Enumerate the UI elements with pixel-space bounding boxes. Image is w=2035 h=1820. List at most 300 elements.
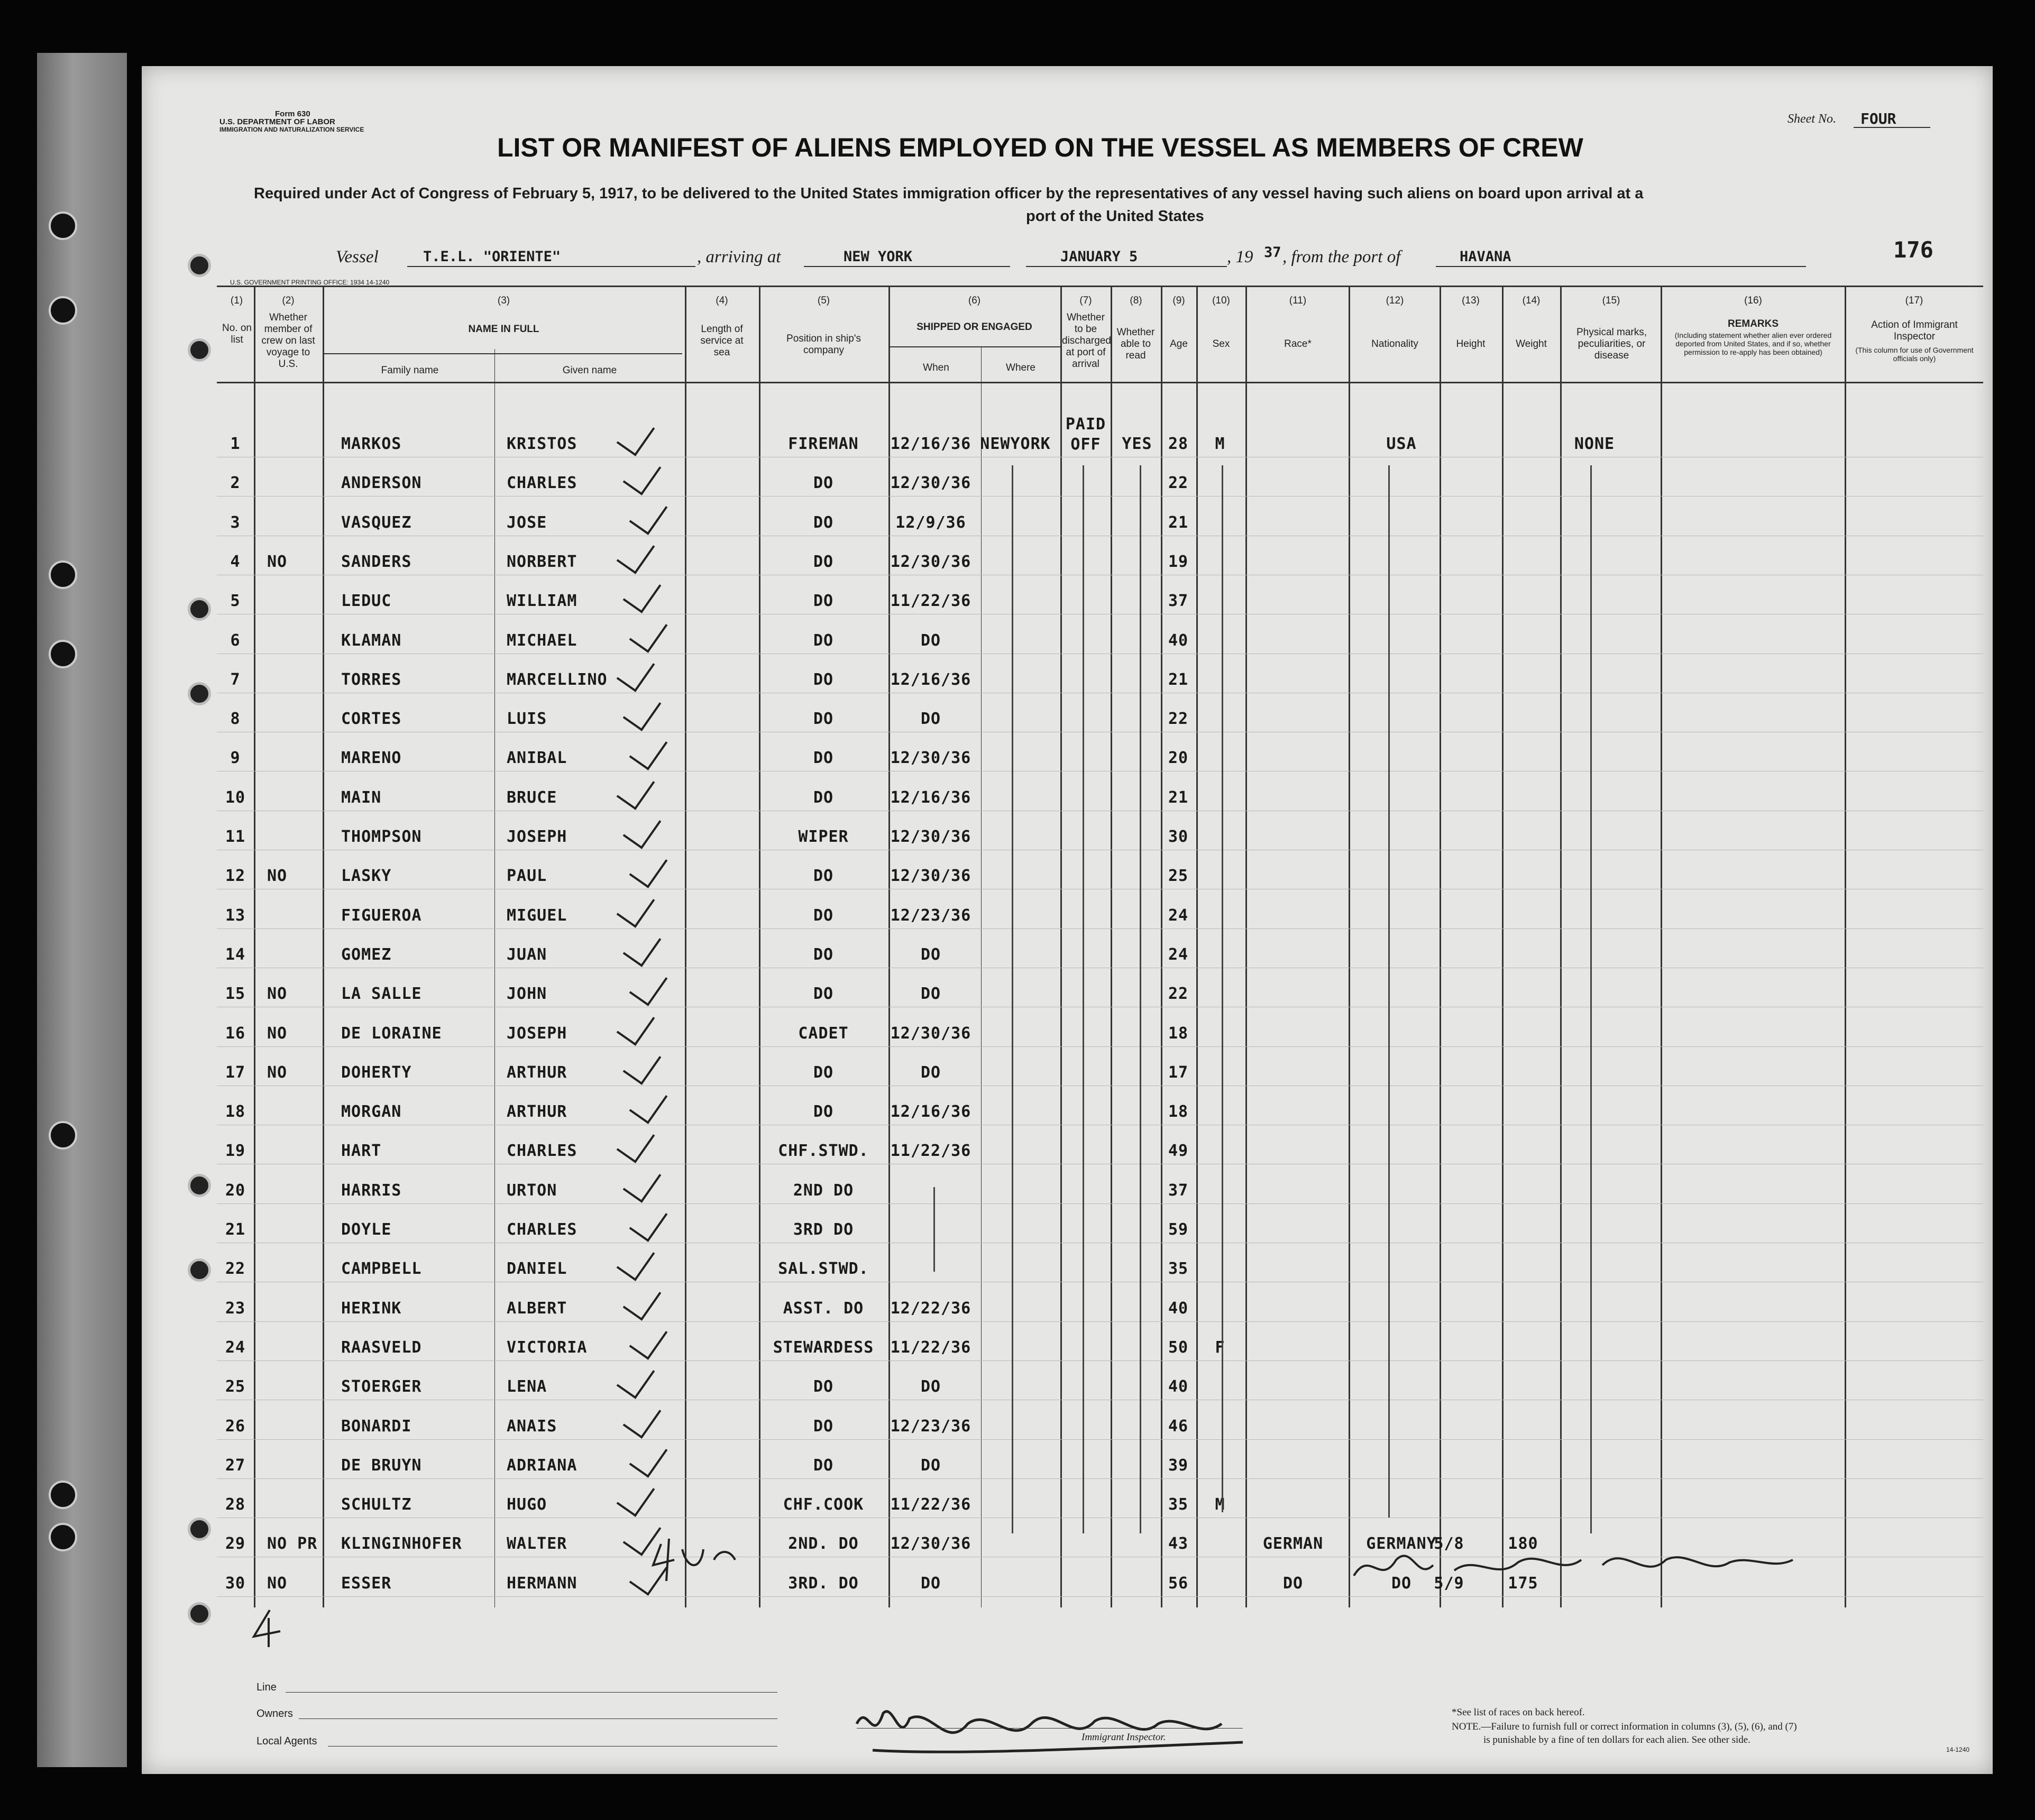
col-13-num: (13) (1462, 295, 1480, 306)
arriving-underline (804, 266, 1010, 267)
punch-hole (188, 1518, 211, 1541)
position-cell: 2ND DO (793, 1181, 854, 1200)
given-name-cell: ARTHUR (507, 1063, 567, 1082)
age-cell: 56 (1168, 1574, 1189, 1593)
ditto-marks-line (1590, 465, 1592, 1533)
shipped-when-cell: DO (920, 1063, 941, 1082)
given-name-cell: VICTORIA (507, 1338, 588, 1357)
row-number: 12 (225, 867, 246, 885)
shipped-when-cell: 12/30/36 (890, 749, 971, 767)
age-cell: 59 (1168, 1220, 1189, 1239)
col-3-num: (3) (497, 295, 510, 306)
name-subheader-line (323, 353, 682, 354)
age-cell: 28 (1168, 435, 1189, 453)
row-number: 18 (225, 1102, 246, 1121)
position-cell: DO (813, 1102, 834, 1121)
handwritten-remark-signature (1349, 1533, 1798, 1597)
inspector-label: Immigrant Inspector. (1081, 1732, 1166, 1743)
position-cell: SAL.STWD. (778, 1260, 869, 1278)
age-cell: 25 (1168, 867, 1189, 885)
shipped-when-cell: 12/30/36 (890, 867, 971, 885)
col-5-num: (5) (817, 295, 830, 306)
given-name-cell: MIGUEL (507, 906, 567, 925)
col-divider (1060, 286, 1062, 1607)
given-name-cell: URTON (507, 1181, 557, 1200)
family-name-cell: KLINGINHOFER (341, 1534, 462, 1553)
age-cell: 18 (1168, 1024, 1189, 1043)
row-number: 2 (230, 474, 241, 492)
punch-hole (188, 338, 211, 362)
col-8-header: Whether able to read (1116, 327, 1155, 361)
position-cell: DO (813, 631, 834, 650)
binding-hole (49, 1121, 77, 1150)
given-name-cell: CHARLES (507, 474, 578, 492)
col-10-num: (10) (1212, 295, 1230, 306)
row-number: 20 (225, 1181, 246, 1200)
row-number: 10 (225, 788, 246, 807)
sex-cell: F (1215, 1338, 1225, 1357)
given-name-cell: WALTER (507, 1534, 567, 1553)
row-rule (217, 1439, 1983, 1440)
col-16-num: (16) (1744, 295, 1762, 306)
vessel-underline (407, 266, 695, 267)
row-rule (217, 1046, 1983, 1047)
age-cell: 18 (1168, 1102, 1189, 1121)
shipped-when-cell: 12/30/36 (890, 553, 971, 571)
shipped-subheader-line (888, 346, 1060, 347)
sheet-underline (1854, 127, 1930, 128)
ditto-where-line (1012, 465, 1013, 1533)
inspector-signature (851, 1692, 1253, 1761)
col-14-header: Weight (1516, 338, 1547, 350)
given-name-cell: MICHAEL (507, 631, 578, 650)
sex-cell: M (1215, 1495, 1225, 1514)
position-cell: DO (813, 1456, 834, 1475)
page-title: LIST OR MANIFEST OF ALIENS EMPLOYED ON THE VESSEL AS MEMBERS OF CREW (497, 133, 1583, 162)
shipped-when-cell: 12/30/36 (890, 828, 971, 846)
age-cell: 21 (1168, 788, 1189, 807)
prev-voyage-cell: NO PR (267, 1534, 318, 1553)
family-name-cell: TORRES (341, 670, 402, 689)
family-name-cell: LASKY (341, 867, 392, 885)
prev-voyage-cell: NO (267, 1024, 288, 1043)
shipped-when-cell: DO (920, 985, 941, 1003)
from-value: HAVANA (1460, 249, 1511, 265)
col-divider (1245, 286, 1247, 1607)
ditto-when-line (933, 1187, 935, 1272)
row-number: 27 (225, 1456, 246, 1475)
row-rule (217, 1478, 1983, 1479)
col-17-subheader: (This column for use of Government officials only) (1855, 346, 1974, 363)
position-cell: DO (813, 945, 834, 964)
department: U.S. DEPARTMENT OF LABOR (219, 117, 335, 126)
prev-voyage-cell: NO (267, 985, 288, 1003)
nationality-cell: GERMANY (1366, 1534, 1437, 1553)
shipped-when-cell: DO (920, 1574, 941, 1593)
col-divider (1661, 286, 1662, 1607)
from-label: , from the port of (1282, 247, 1401, 266)
ditto-discharge-line (1083, 465, 1084, 1533)
line-label: Line (256, 1681, 277, 1693)
race-cell: GERMAN (1262, 1534, 1324, 1553)
local-agents-label: Local Agents (256, 1735, 317, 1747)
col-6-header: SHIPPED OR ENGAGED (916, 321, 1032, 333)
age-cell: 21 (1168, 670, 1189, 689)
nationality-cell: USA (1386, 435, 1417, 453)
col-6-num: (6) (968, 295, 981, 306)
given-name-cell: NORBERT (507, 553, 578, 571)
age-cell: 24 (1168, 906, 1189, 925)
age-cell: 17 (1168, 1063, 1189, 1082)
local-agents-underline (328, 1746, 777, 1747)
col-13-header: Height (1456, 338, 1486, 350)
given-name-cell: ARTHUR (507, 1102, 567, 1121)
row-rule (217, 496, 1983, 497)
family-name-cell: DOHERTY (341, 1063, 412, 1082)
age-cell: 37 (1168, 1181, 1189, 1200)
position-cell: CHF.COOK (783, 1495, 864, 1514)
owners-underline (299, 1718, 777, 1719)
row-number: 13 (225, 906, 246, 925)
col-3-header: NAME IN FULL (468, 324, 539, 335)
shipped-when-cell: 12/16/36 (890, 435, 971, 453)
row-number: 24 (225, 1338, 246, 1357)
age-cell: 40 (1168, 1377, 1189, 1396)
given-name-cell: JOSE (507, 513, 547, 532)
ditto-sex-line (1222, 465, 1223, 1512)
punch-hole (188, 1174, 211, 1197)
punch-hole (188, 598, 211, 621)
row-number: 1 (230, 435, 241, 453)
col-15-header: Physical marks, peculiarities, or disease (1576, 327, 1647, 361)
position-cell: ASST. DO (783, 1299, 864, 1318)
shipped-where-cell: NEWYORK (980, 435, 1051, 453)
family-name-cell: MAIN (341, 788, 382, 807)
family-name-cell: RAASVELD (341, 1338, 422, 1357)
given-name-cell: PAUL (507, 867, 547, 885)
given-name-cell: BRUCE (507, 788, 557, 807)
position-cell: DO (813, 867, 834, 885)
age-cell: 19 (1168, 553, 1189, 571)
family-name-cell: SCHULTZ (341, 1495, 412, 1514)
col-17-num: (17) (1905, 295, 1923, 306)
sheet-value: FOUR (1860, 110, 1896, 127)
row-number: 5 (230, 592, 241, 610)
row-number: 6 (230, 631, 241, 650)
col-6-where-header: Where (1006, 362, 1035, 373)
given-name-cell: ANIBAL (507, 749, 567, 767)
shipped-when-cell: 11/22/36 (890, 1142, 971, 1160)
from-underline (1436, 266, 1806, 267)
row-number: 15 (225, 985, 246, 1003)
position-cell: DO (813, 474, 834, 492)
family-name-cell: HERINK (341, 1299, 402, 1318)
col-4-num: (4) (716, 295, 728, 306)
date-underline (1026, 266, 1227, 267)
shipped-when-cell: 12/23/36 (890, 1417, 971, 1436)
col-divider (685, 286, 686, 1607)
row-number: 26 (225, 1417, 246, 1436)
family-name-cell: DE LORAINE (341, 1024, 442, 1043)
given-name-cell: JOSEPH (507, 1024, 567, 1043)
ditto-read-line (1140, 465, 1141, 1533)
handwritten-4yr-note (650, 1523, 746, 1592)
col-divider (888, 286, 890, 1607)
able-to-read-cell: YES (1122, 435, 1152, 453)
col-divider (323, 286, 324, 1607)
age-cell: 49 (1168, 1142, 1189, 1160)
age-cell: 22 (1168, 710, 1189, 728)
col-divider (254, 286, 255, 1607)
shipped-when-cell: DO (920, 1377, 941, 1396)
sheet-label: Sheet No. (1788, 112, 1836, 126)
given-name-cell: WILLIAM (507, 592, 578, 610)
row-number: 3 (230, 513, 241, 532)
shipped-when-cell: DO (920, 945, 941, 964)
col-7-header: Whether to be discharged at port of arrival (1062, 312, 1111, 370)
col-3-family-header: Family name (381, 365, 439, 376)
service: IMMIGRATION AND NATURALIZATION SERVICE (219, 126, 364, 133)
family-name-cell: DE BRUYN (341, 1456, 422, 1475)
shipped-when-cell: 12/22/36 (890, 1299, 971, 1318)
family-name-cell: CAMPBELL (341, 1260, 422, 1278)
col-4-header: Length of service at sea (700, 324, 744, 358)
col-5-header: Position in ship's company (786, 333, 861, 356)
shipped-when-cell: 12/23/36 (890, 906, 971, 925)
age-cell: 40 (1168, 1299, 1189, 1318)
age-cell: 39 (1168, 1456, 1189, 1475)
given-name-cell: JUAN (507, 945, 547, 964)
row-number: 21 (225, 1220, 246, 1239)
punch-hole (188, 254, 211, 277)
shipped-when-cell: 12/9/36 (895, 513, 966, 532)
family-name-cell: STOERGER (341, 1377, 422, 1396)
family-name-cell: GOMEZ (341, 945, 392, 964)
position-cell: 2ND. DO (788, 1534, 859, 1553)
col-divider (1161, 286, 1162, 1607)
col-divider (759, 286, 760, 1607)
col-9-num: (9) (1172, 295, 1185, 306)
punch-hole (188, 1602, 211, 1625)
age-cell: 43 (1168, 1534, 1189, 1553)
given-name-cell: DANIEL (507, 1260, 567, 1278)
handwritten-mark (249, 1607, 291, 1650)
col-15-num: (15) (1602, 295, 1620, 306)
position-cell: DO (813, 985, 834, 1003)
age-cell: 35 (1168, 1260, 1189, 1278)
age-cell: 24 (1168, 945, 1189, 964)
age-cell: 46 (1168, 1417, 1189, 1436)
col-14-num: (14) (1522, 295, 1541, 306)
position-cell: DO (813, 749, 834, 767)
subtitle-line-1: Required under Act of Congress of February 5, 1917, to be delivered to the United States immigration officer by the representatives of any vessel having such aliens on board upon arrival at a (254, 185, 1644, 202)
col-divider (1440, 286, 1441, 1607)
note-penalty-2: is punishable by a fine of ten dollars for each alien. See other side. (1483, 1734, 1750, 1745)
binding-hole (49, 212, 77, 240)
ditto-nationality-line (1388, 465, 1390, 1518)
prev-voyage-cell: NO (267, 867, 288, 885)
line-underline (286, 1692, 777, 1693)
punch-hole (188, 1258, 211, 1282)
prev-voyage-cell: NO (267, 553, 288, 571)
discharged-cell: PAID OFF (1065, 415, 1106, 454)
row-number: 4 (230, 553, 241, 571)
family-name-cell: VASQUEZ (341, 513, 412, 532)
position-cell: DO (813, 592, 834, 610)
shipped-when-cell: 11/22/36 (890, 592, 971, 610)
age-cell: 35 (1168, 1495, 1189, 1514)
col-12-header: Nationality (1371, 338, 1418, 350)
given-name-cell: JOHN (507, 985, 547, 1003)
year-value: 37 (1264, 244, 1281, 261)
col-divider (1502, 286, 1504, 1607)
inspector-underline (857, 1728, 1243, 1729)
height-cell: 5/8 (1434, 1534, 1464, 1553)
age-cell: 40 (1168, 631, 1189, 650)
col-12-num: (12) (1386, 295, 1404, 306)
row-number: 16 (225, 1024, 246, 1043)
position-cell: DO (813, 513, 834, 532)
row-rule (217, 1203, 1983, 1204)
col-divider (1349, 286, 1350, 1607)
gpo-line: U.S. GOVERNMENT PRINTING OFFICE: 1934 14-1240 (230, 279, 390, 286)
table-header-border (217, 382, 1983, 383)
date-value: JANUARY 5 (1060, 249, 1138, 265)
binding-hole (49, 296, 77, 325)
row-rule (217, 1321, 1983, 1322)
col-divider (494, 349, 495, 1607)
given-name-cell: JOSEPH (507, 828, 567, 846)
family-name-cell: ESSER (341, 1574, 392, 1593)
owners-label: Owners (256, 1708, 293, 1720)
family-name-cell: KLAMAN (341, 631, 402, 650)
arriving-label: , arriving at (697, 247, 781, 266)
page-number: 176 (1893, 237, 1933, 263)
shipped-when-cell: 12/30/36 (890, 474, 971, 492)
position-cell: DO (813, 1377, 834, 1396)
vessel-value: T.E.L. "ORIENTE" (423, 249, 561, 265)
row-number: 19 (225, 1142, 246, 1160)
given-name-cell: LENA (507, 1377, 547, 1396)
arriving-value: NEW YORK (844, 249, 913, 265)
shipped-when-cell: DO (920, 710, 941, 728)
age-cell: 37 (1168, 592, 1189, 610)
family-name-cell: LEDUC (341, 592, 392, 610)
family-name-cell: MARENO (341, 749, 402, 767)
row-number: 22 (225, 1260, 246, 1278)
given-name-cell: LUIS (507, 710, 547, 728)
position-cell: FIREMAN (788, 435, 859, 453)
col-3-given-header: Given name (562, 365, 617, 376)
age-cell: 30 (1168, 828, 1189, 846)
given-name-cell: HERMANN (507, 1574, 578, 1593)
position-cell: CADET (798, 1024, 849, 1043)
age-cell: 50 (1168, 1338, 1189, 1357)
family-name-cell: SANDERS (341, 553, 412, 571)
col-divider (1196, 286, 1198, 1607)
position-cell: DO (813, 1417, 834, 1436)
family-name-cell: FIGUEROA (341, 906, 422, 925)
position-cell: CHF.STWD. (778, 1142, 869, 1160)
row-number: 25 (225, 1377, 246, 1396)
family-name-cell: LA SALLE (341, 985, 422, 1003)
age-cell: 20 (1168, 749, 1189, 767)
col-divider (1845, 286, 1846, 1607)
position-cell: DO (813, 670, 834, 689)
shipped-when-cell: 12/16/36 (890, 788, 971, 807)
row-number: 7 (230, 670, 241, 689)
physical-marks-cell: NONE (1574, 435, 1615, 453)
weight-cell: 175 (1508, 1574, 1538, 1593)
given-name-cell: ANAIS (507, 1417, 557, 1436)
col-17-header: Action of Immigrant Inspector (1871, 319, 1958, 342)
col-16-header: REMARKS (1727, 318, 1779, 329)
race-cell: DO (1282, 1574, 1304, 1593)
family-name-cell: MORGAN (341, 1102, 402, 1121)
row-number: 28 (225, 1495, 246, 1514)
shipped-when-cell: 12/30/36 (890, 1024, 971, 1043)
age-cell: 21 (1168, 513, 1189, 532)
weight-cell: 180 (1508, 1534, 1538, 1553)
punch-hole (188, 682, 211, 705)
col-divider (1111, 286, 1112, 1607)
family-name-cell: BONARDI (341, 1417, 412, 1436)
position-cell: WIPER (798, 828, 849, 846)
col-1-num: (1) (230, 295, 243, 306)
family-name-cell: HART (341, 1142, 382, 1160)
subtitle-line-2: port of the United States (1026, 208, 1204, 225)
position-cell: DO (813, 906, 834, 925)
age-cell: 22 (1168, 985, 1189, 1003)
year-prefix: , 19 (1227, 247, 1253, 266)
given-name-cell: CHARLES (507, 1220, 578, 1239)
position-cell: DO (813, 1063, 834, 1082)
col-11-header: Race* (1284, 338, 1312, 350)
shipped-when-cell: 12/16/36 (890, 670, 971, 689)
given-name-cell: MARCELLINO (507, 670, 608, 689)
given-name-cell: ALBERT (507, 1299, 567, 1318)
col-10-header: Sex (1212, 338, 1230, 350)
prev-voyage-cell: NO (267, 1574, 288, 1593)
col-6-when-header: When (923, 362, 949, 373)
vessel-label: Vessel (336, 247, 379, 266)
note-races: *See list of races on back hereof. (1452, 1707, 1585, 1718)
family-name-cell: ANDERSON (341, 474, 422, 492)
col-2-header: Whether member of crew on last voyage to U.S. (261, 312, 315, 370)
col-11-num: (11) (1289, 295, 1307, 306)
sex-cell: M (1215, 435, 1225, 453)
row-number: 9 (230, 749, 241, 767)
position-cell: STEWARDESS (773, 1338, 874, 1357)
shipped-when-cell: DO (920, 631, 941, 650)
col-16-subheader: (Including statement whether alien ever ordered deported from United States, and if so, whether permission to re-apply has been obtained) (1674, 331, 1832, 356)
given-name-cell: HUGO (507, 1495, 547, 1514)
col-1-header: No. on list (222, 323, 252, 345)
form-number: Form 630 (275, 109, 310, 118)
binding-hole (49, 640, 77, 668)
shipped-when-cell: DO (920, 1456, 941, 1475)
note-penalty-1: NOTE.—Failure to furnish full or correct information in columns (3), (5), (6), and (7) (1452, 1721, 1797, 1732)
row-number: 14 (225, 945, 246, 964)
shipped-when-cell: 11/22/36 (890, 1495, 971, 1514)
col-2-num: (2) (282, 295, 295, 306)
shipped-when-cell: 12/16/36 (890, 1102, 971, 1121)
position-cell: 3RD DO (793, 1220, 854, 1239)
position-cell: DO (813, 553, 834, 571)
shipped-when-cell: 11/22/36 (890, 1338, 971, 1357)
position-cell: DO (813, 710, 834, 728)
given-name-cell: CHARLES (507, 1142, 578, 1160)
